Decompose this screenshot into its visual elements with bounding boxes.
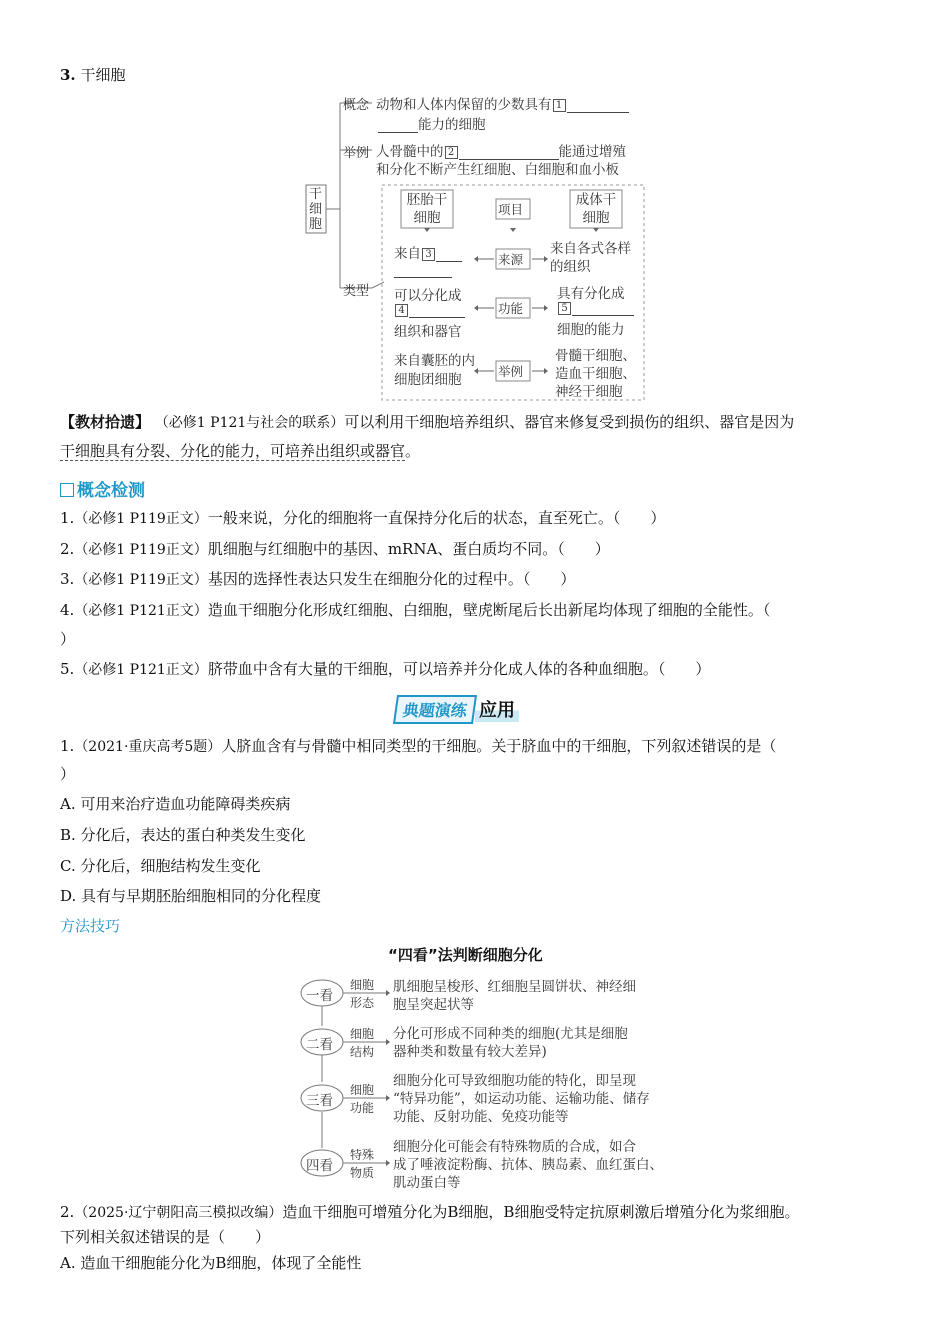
- example-embryonic: 来自囊胚的内细胞团细胞: [394, 353, 475, 388]
- q1-option-a: A. 可用来治疗造血功能障碍类疾病: [60, 795, 291, 813]
- function-adult-2: [557, 300, 634, 316]
- col-item: 项目: [498, 202, 524, 217]
- textbook-note-tag: 【教材拾遗】: [60, 413, 151, 431]
- type-label: 类型: [343, 284, 370, 299]
- concept-item-4-tail: ）: [60, 630, 76, 648]
- concept-item-5: 5.（必修1 P121正文）脐带血中含有大量的干细胞，可以培养并分化成人体的各种血细胞。（ ）: [60, 660, 711, 678]
- function-embryonic-1: 可以分化成: [394, 288, 462, 304]
- row-function: 功能: [498, 301, 524, 316]
- q1-option-b: B. 分化后，表达的蛋白种类发生变化: [60, 826, 306, 844]
- q1-stem-tail: ）: [60, 765, 76, 783]
- q2-stem: 2.（2025·辽宁朝阳高三模拟改编）造血干细胞可增殖分化为B细胞，B细胞受特定抗原刺激后增殖分化为浆细胞。: [60, 1203, 800, 1221]
- blank-1: [567, 112, 629, 113]
- example-text-2: 和分化不断产生红细胞、白细胞和血小板: [376, 162, 619, 178]
- textbook-note-ref: （必修1 P121与社会的联系）: [154, 415, 345, 431]
- diagram-lines: [0, 0, 950, 410]
- concept-label: 概念: [343, 98, 370, 113]
- diagram-root: 干细胞: [309, 187, 323, 232]
- concept-item-2: 2.（必修1 P119正文）肌细胞与红细胞中的基因、mRNA、蛋白质均不同。（ ）: [60, 540, 610, 558]
- checkbox-icon: [60, 483, 74, 497]
- col-embryonic: 胚胎干细胞: [406, 192, 448, 226]
- q1-stem: 1.（2021·重庆高考5题）人脐血含有与骨髓中相同类型的干细胞。关于脐血中的干细胞，下列叙述错误的是（: [60, 737, 777, 755]
- practice-banner: [395, 695, 519, 721]
- q2-option-a: A. 造血干细胞能分化为B细胞，体现了全能性: [60, 1254, 362, 1272]
- textbook-note-text: 可以利用干细胞培养组织、器官来修复受到损伤的组织、器官是因为: [344, 413, 795, 431]
- concept-item-1: 1.（必修1 P119正文）一般来说，分化的细胞将一直保持分化后的状态，直至死亡。（ ）: [60, 509, 666, 527]
- example-adult-2: 造血干细胞、: [555, 366, 636, 382]
- blank-3: [394, 277, 452, 278]
- row-example: 举例: [498, 364, 524, 379]
- concept-text: 动物和人体内保留的少数具有 1: [376, 93, 629, 113]
- practice-banner-label: 典题演练: [393, 695, 477, 724]
- concept-item-3: 3.（必修1 P119正文）基因的选择性表达只发生在细胞分化的过程中。（ ）: [60, 570, 576, 588]
- blank-number-5: 5: [558, 302, 571, 315]
- section-number: 3.: [60, 66, 76, 84]
- example-text: 人骨髓中的 2 能通过增殖: [376, 144, 626, 160]
- concept-text-2: 能力的细胞: [378, 113, 486, 133]
- source-adult: 来自各式各样的组织: [550, 241, 631, 275]
- practice-banner-apply: 应用: [475, 696, 519, 722]
- textbook-note-line2: 干细胞具有分裂、分化的能力，可培养出组织或器官。: [60, 442, 421, 460]
- blank-number-1: 1: [553, 99, 566, 112]
- q1-option-d: D. 具有与早期胚胎细胞相同的分化程度: [60, 887, 322, 905]
- example-label: 举例: [343, 146, 370, 161]
- blank-number-2: 2: [445, 146, 458, 159]
- blank-4: [409, 317, 465, 318]
- method-label: 方法技巧: [60, 917, 121, 935]
- source-embryonic: 来自 3: [394, 242, 462, 262]
- q2-stem-2: 下列相关叙述错误的是（ ）: [60, 1228, 271, 1246]
- concept-check-heading: 概念检测: [60, 476, 145, 501]
- look-1-circle: 一看: [306, 988, 333, 1004]
- blank-5: [572, 315, 634, 316]
- row-source: 来源: [498, 252, 524, 267]
- blank-number-3: 3: [422, 248, 435, 261]
- section-title: 干细胞: [80, 66, 126, 84]
- function-embryonic-2: [394, 302, 465, 318]
- look-4-circle: 四看: [306, 1158, 333, 1174]
- look-2-circle: 二看: [306, 1037, 333, 1053]
- col-adult: 成体干细胞: [575, 192, 617, 226]
- function-embryonic-3: 组织和器官: [394, 324, 462, 340]
- blank-number-4: 4: [395, 304, 408, 317]
- example-adult-3: 神经干细胞: [555, 384, 623, 400]
- method-title: “四看”法判断细胞分化: [388, 946, 543, 964]
- look-3-circle: 三看: [306, 1093, 333, 1109]
- function-adult-3: 细胞的能力: [557, 322, 625, 338]
- textbook-note-line1: [60, 411, 794, 432]
- q1-option-c: C. 分化后，细胞结构发生变化: [60, 857, 261, 875]
- example-adult-1: 骨髓干细胞、: [555, 348, 636, 364]
- function-adult-1: 具有分化成: [557, 286, 625, 302]
- textbook-note-answer: 干细胞具有分裂、分化的能力，可培养出组织或器官: [60, 442, 406, 460]
- concept-item-4: 4.（必修1 P121正文）造血干细胞分化形成红细胞、白细胞，壁虎断尾后长出新尾均体现了细胞的全能性。（: [60, 601, 771, 619]
